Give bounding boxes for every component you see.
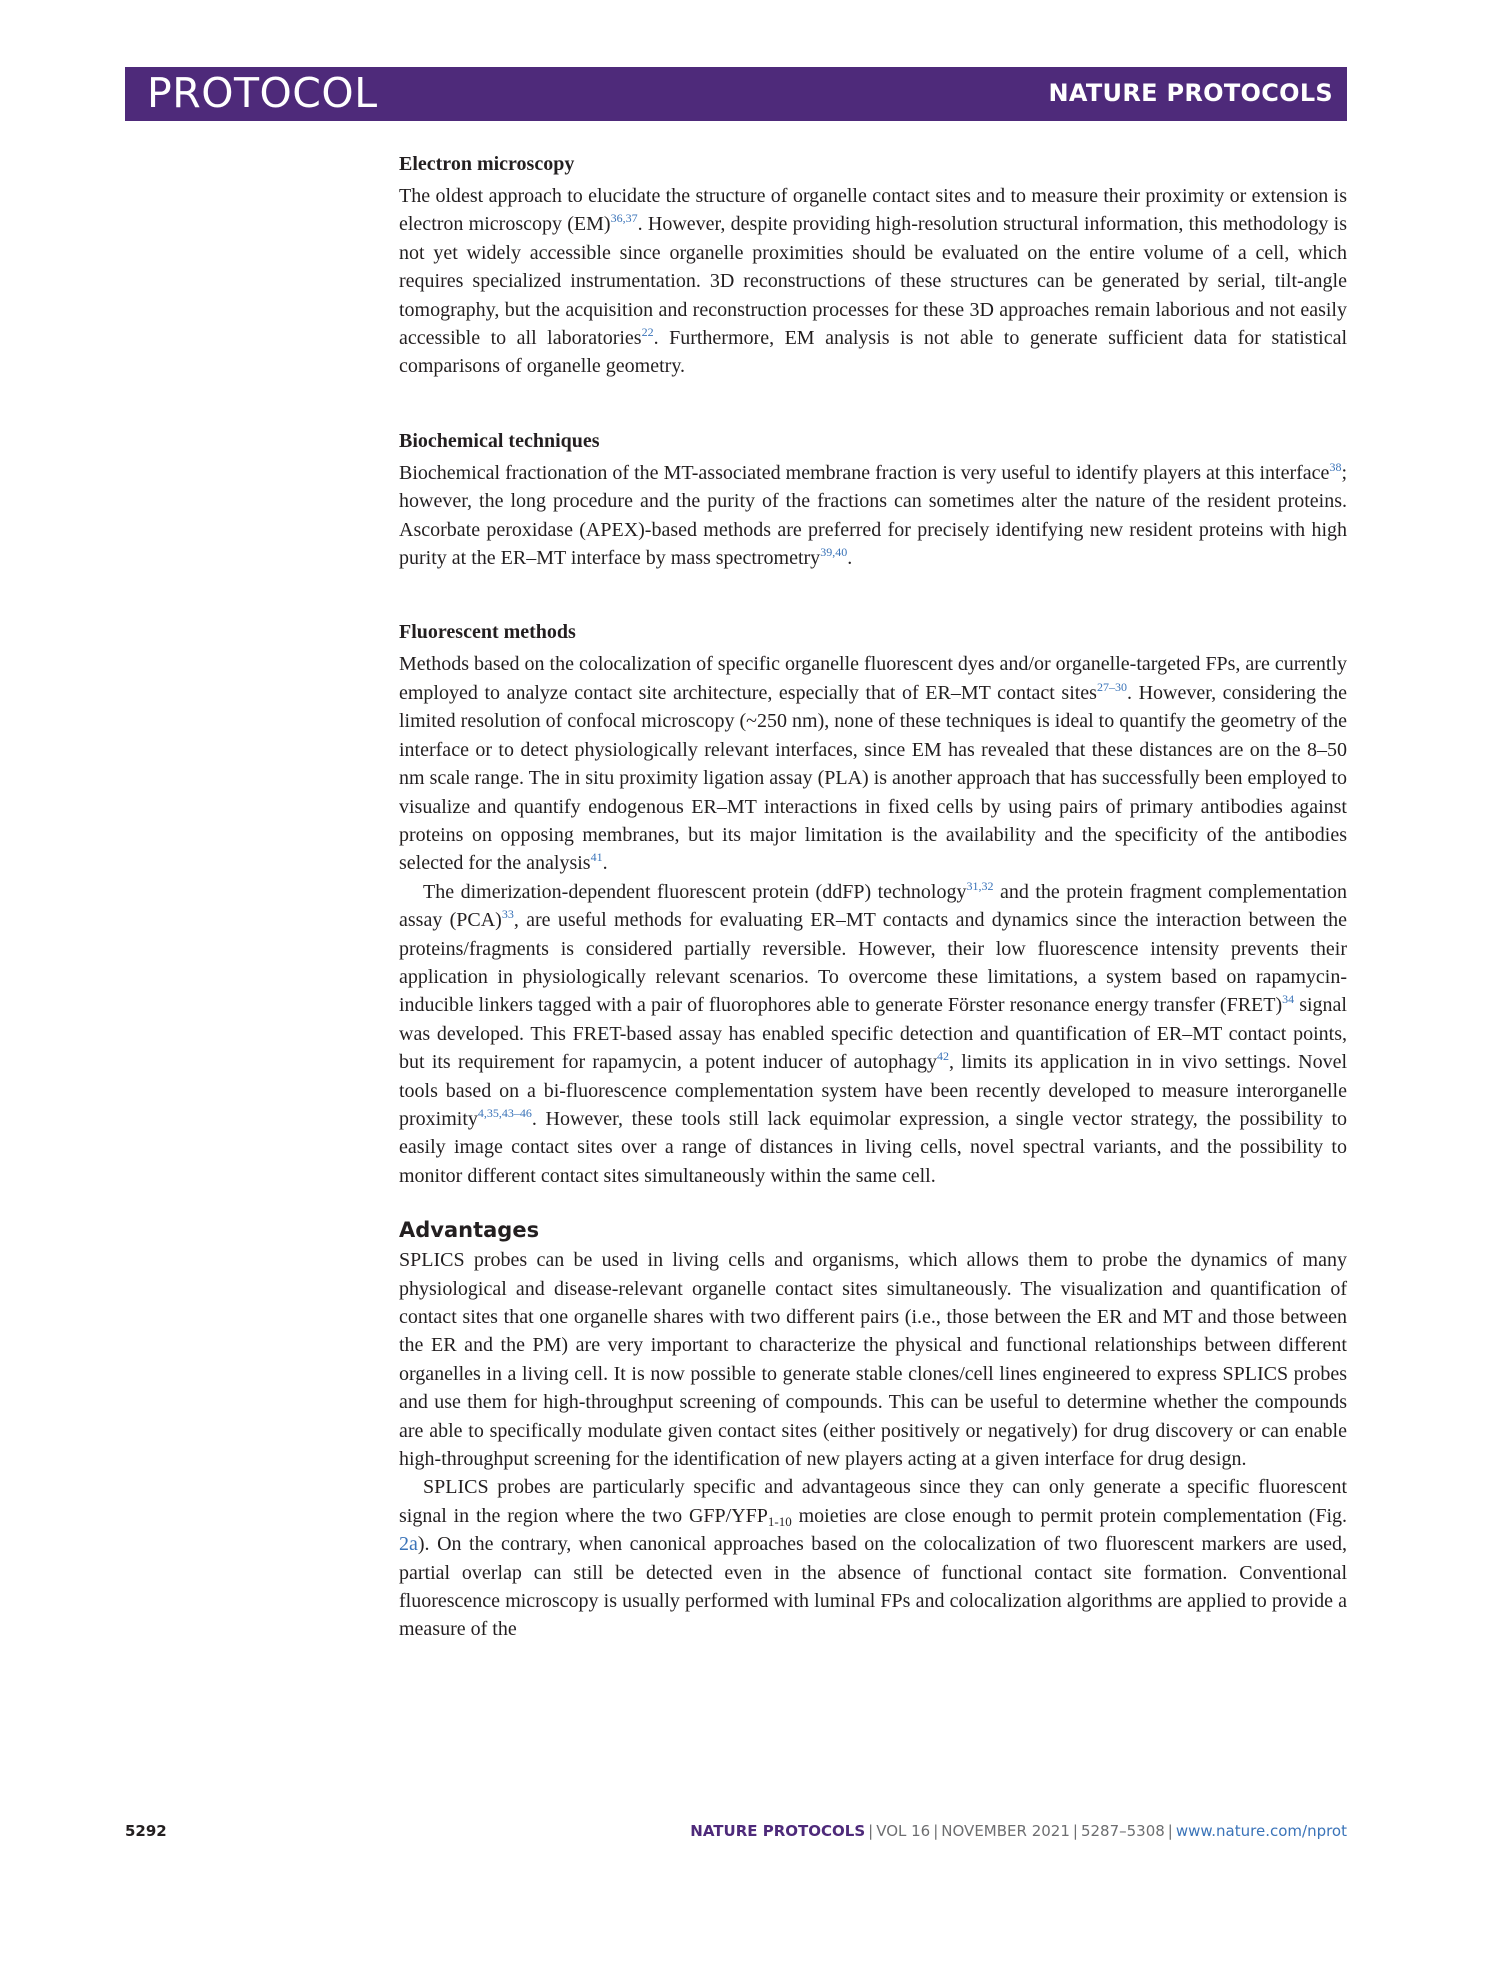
footer-pages: 5287–5308 bbox=[1080, 1822, 1165, 1840]
journal-label: NATURE PROTOCOLS bbox=[1048, 79, 1333, 107]
reference-link[interactable]: 34 bbox=[1282, 992, 1295, 1007]
footer-url-link[interactable]: www.nature.com/nprot bbox=[1175, 1822, 1347, 1840]
section-heading: Biochemical techniques bbox=[399, 429, 600, 452]
section-heading: Advantages bbox=[399, 1218, 540, 1243]
page-number: 5292 bbox=[125, 1822, 167, 1840]
reference-link[interactable]: 36,37 bbox=[610, 211, 638, 226]
section-label: PROTOCOL bbox=[147, 69, 378, 117]
header-bar bbox=[125, 67, 1347, 121]
article-body bbox=[399, 150, 1347, 1690]
section-biochemical-techniques bbox=[399, 427, 1347, 573]
reference-link[interactable]: 4,35,43–46 bbox=[477, 1105, 532, 1120]
section-heading: Electron microscopy bbox=[399, 153, 575, 175]
paragraph: SPLICS probes can be used in living cells and organisms, which allows them to probe the dynamics of many physiological and disease-relevant organelle contact sites simultaneously. The visualization and quantification of contact sites that one organelle shares with two different pairs (i.e., those between the ER and MT and those between the ER and the PM) are very important to characterize the physical and functional relationships between different organelles in a living cell. It is now possible to generate stable clones/cell lines engineered to express SPLICS probes and use them for high-throughput screening of compounds. This can be useful to determine whether the compounds are able to specifically modulate given contact sites (either positively or negatively) for drug discovery or can enable high-throughput screening for the identification of new players acting at a given interface for drug design. bbox=[399, 1249, 1347, 1471]
reference-link[interactable]: 38 bbox=[1329, 459, 1342, 474]
section-electron-microscopy bbox=[399, 150, 1347, 381]
footer-date: NOVEMBER 2021 bbox=[941, 1822, 1070, 1840]
paragraph: The oldest approach to elucidate the structure of organelle contact sites and to measure their proximity or extension is electron microscopy (EM)$^{36,37}$. However, despite providing high-resolution structural information, this methodology is not yet widely accessible since organelle proximities should be evaluated on the entire volume of a cell, which requires specialized instrumentation. 3D reconstructions of these structures can be generated by serial, tilt-angle tomography, but the acquisition and reconstruction processes for these 3D approaches remain laborious and not easily accessible to all laboratories$^{22}$. Furthermore, EM analysis is not able to generate sufficient data for statistical comparisons of organelle geometry. bbox=[399, 185, 1348, 378]
footer-citation: NATURE PROTOCOLS | VOL 16 | NOVEMBER 2021 | 5287–5308 | www.nature.com/nprot bbox=[690, 1822, 1347, 1840]
reference-link[interactable]: 41 bbox=[590, 850, 603, 865]
page-footer bbox=[125, 1822, 1347, 1848]
reference-link[interactable]: 42 bbox=[936, 1049, 949, 1064]
section-fluorescent-methods bbox=[399, 618, 1347, 1190]
paragraph: Methods based on the colocalization of specific organelle fluorescent dyes and/or organelle-targeted FPs, are currently employed to analyze contact site architecture, especially that of ER–MT contact sites$^{27-30}$. However, considering the limited resolution of confocal microscopy (~250 nm), none of these techniques is ideal to quantify the geometry of the interface or to detect physiologically relevant interfaces, since EM has revealed that these distances are on the 8–50 nm scale range. The in situ proximity ligation assay (PLA) is another approach that has successfully been employed to visualize and quantify endogenous ER–MT interactions in fixed cells by using pairs of primary antibodies against proteins on opposing membranes, but its major limitation is the availability and the specificity of the antibodies selected for the analysis$^{41}$. bbox=[399, 653, 1348, 875]
section-advantages bbox=[399, 1216, 1347, 1644]
footer-journal: NATURE PROTOCOLS bbox=[690, 1822, 866, 1840]
reference-link[interactable]: 22 bbox=[641, 325, 654, 340]
paragraph: Biochemical fractionation of the MT-associated membrane fraction is very useful to identify players at this interface$^{38}$; however, the long procedure and the purity of the fractions can sometimes alter the nature of the resident proteins. Ascorbate peroxidase (APEX)-based methods are preferred for precisely identifying new resident proteins with high purity at the ER–MT interface by mass spectrometry$^{39,40}$. bbox=[399, 459, 1347, 570]
footer-volume: VOL 16 bbox=[876, 1822, 931, 1840]
reference-link[interactable]: 39,40 bbox=[820, 545, 848, 560]
paragraph: The dimerization-dependent fluorescent protein (ddFP) technology$^{31,32}$ and the protein fragment complementation assay (PCA)$^{33}$, are useful methods for evaluating ER–MT contacts and dynamics since the interaction between the proteins/fragments is considered partially reversible. However, their low fluorescence intensity prevents their application in physiologically relevant scenarios. To overcome these limitations, a system based on rapamycin-inducible linkers tagged with a pair of fluorophores able to generate Förster resonance energy transfer (FRET)$^{34}$ signal was developed. This FRET-based assay has enabled specific detection and quantification of ER–MT contact points, but its requirement for rapamycin, a potent inducer of autophagy$^{42}$, limits its application in in vivo settings. Novel tools based on a bi-fluorescence complementation system have been recently developed to measure interorganelle proximity$^{4,35,43-46}$. However, these tools still lack equimolar expression, a single vector strategy, the possibility to easily image contact sites over a range of distances in living cells, novel spectral variants, and the possibility to monitor different contact sites simultaneously within the same cell. bbox=[399, 878, 1348, 1187]
reference-link[interactable]: 31,32 bbox=[966, 878, 994, 893]
reference-link[interactable]: 33 bbox=[501, 907, 514, 922]
figure-link[interactable]: 2a bbox=[399, 1533, 418, 1556]
paragraph: SPLICS probes are particularly specific and advantageous since they can only generate a specific fluorescent signal in the region where the two GFP/$YFP_{1-10}$ moieties are close enough to permit protein complementation (Fig. 2a). On the contrary, when canonical approaches based on the colocalization of two fluorescent markers are used, partial overlap can still be detected even in the absence of functional contact site formation. Conventional fluorescence microscopy is usually performed with luminal FPs and colocalization algorithms are applied to provide a measure of the bbox=[399, 1476, 1348, 1641]
section-heading: Fluorescent methods bbox=[399, 621, 576, 644]
reference-link[interactable]: 27–30 bbox=[1096, 679, 1127, 694]
